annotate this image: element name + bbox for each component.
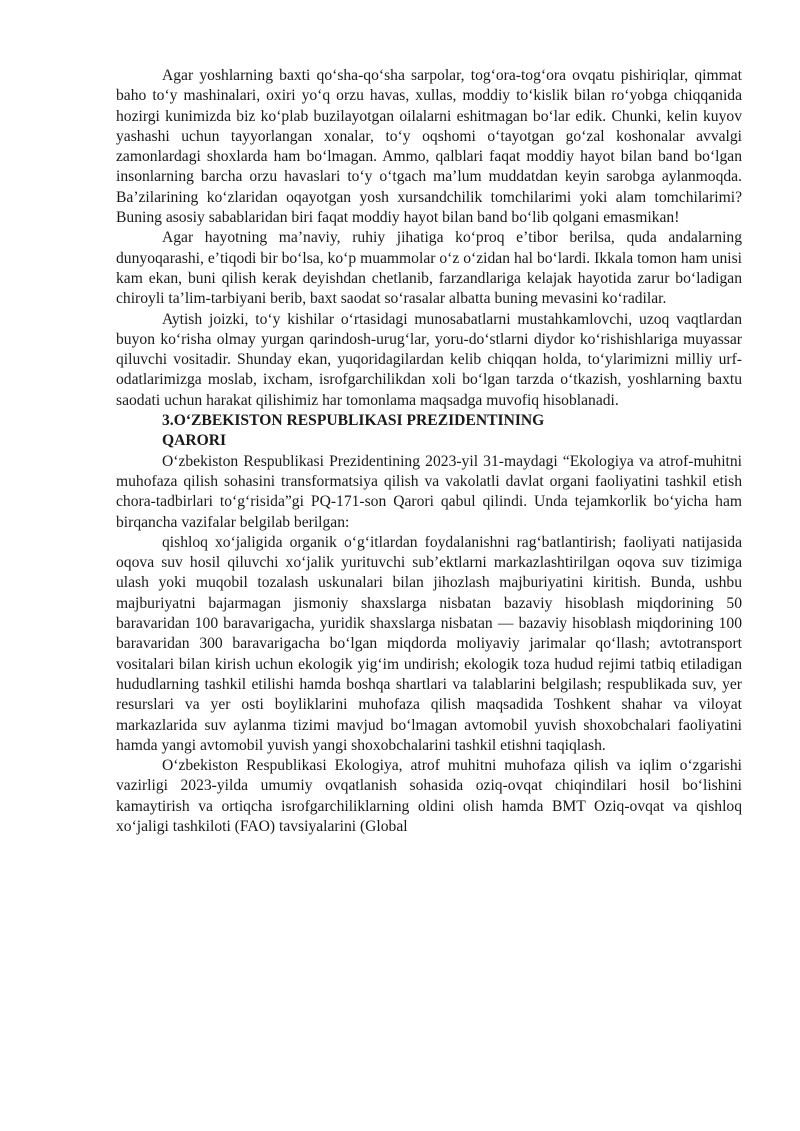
paragraph-presidential-decree: Oʻzbekiston Respublikasi Prezidentining 2023-yil 31-maydagi “Ekologiya va atrof-muhitni muhofaza qilish sohasini transformatsiya qilish va vakolatli davlat organi faoliyatini tashkil etish chora-tadbirlari toʻgʻrisida”gi PQ-171-son Qarori qabul qilindi. Unda tejamkorlik boʻyicha ham birqancha vazifalar belgilab berilgan: — [116, 452, 742, 531]
section-heading-line-2: QARORI — [162, 432, 227, 450]
section-heading-line-1: 3.OʻZBEKISTON RESPUBLIKASI PREZIDENTINING — [162, 412, 545, 430]
paragraph-spiritual-life: Agar hayotning maʼnaviy, ruhiy jihatiga koʻproq eʼtibor berilsa, quda andalarning dunyoqarashi, eʼtiqodi bir boʻlsa, koʻp muammolar oʻz oʻzidan hal boʻlardi. Ikkala tomon ham unisi kam ekan, buni qilish kerak deyishdan chetlanib, farzandlariga kelajak hayotida zarur boʻladigan chiroyli taʼlim-tarbiyani berib, baxt saodat soʻrasalar albatta buning mevasini koʻradilar. — [116, 229, 742, 308]
paragraph-wedding-traditions: Aytish joizki, toʻy kishilar oʻrtasidagi munosabatlarni mustahkamlovchi, uzoq vaqtlardan buyon koʻrisha olmay yurgan qarindosh-urugʻlar, yoru-doʻstlarni diydor koʻrishishlariga muyassar qiluvchi vositadir. Shunday ekan, yuqoridagilardan kelib chiqqan holda, toʻylarimizni milliy urf-odatlarimizga moslab, ixcham, isrofgarchilikdan xoli boʻlgan tarzda oʻtkazish, yoshlarning baxtu saodati uchun harakat qilishimiz har tomonlama maqsadga muvofiq hisoblanadi. — [116, 310, 742, 409]
paragraph-decree-measures: qishloq xoʻjaligida organik oʻgʻitlardan foydalanishni ragʻbatlantirish; faoliyati natijasida oqova suv hosil qiluvchi xoʻjalik yurituvchi subʼektlarni markazlashtirilgan oqova suv tizimiga ulash yoki muqobil tozalash uskunalari bilan jihozlash majburiyatini kiritish. Bunda, ushbu majburiyatni bajarmagan jismoniy shaxslarga nisbatan bazaviy hisoblash miqdorining 50 baravaridan 100 baravarigacha, yuridik shaxslarga nisbatan — bazaviy hisoblash miqdorining 100 baravaridan 300 baravarigacha boʻlgan miqdorda moliyaviy jarimalar qoʻllash; avtotransport vositalari bilan kirish uchun ekologik yigʻim undirish; ekologik toza hudud rejimi tatbiq etiladigan hududlarning tashkil etilishi hamda boshqa shartlari va talablarini belgilash; respublikada suv, yer resurslari va yer osti boyliklarini muhofaza qilish maqsadida Toshkent shahar va viloyat markazlarida suv aylanma tizimi mavjud boʻlmagan avtomobil yuvish shoxobchalari faoliyatini hamda yangi avtomobil yuvish yangi shoxobchalarini tashkil etishni taqiqlash. — [116, 533, 742, 754]
paragraph-ecology-ministry: Oʻzbekiston Respublikasi Ekologiya, atrof muhitni muhofaza qilish va iqlim oʻzgarishi vazirligi 2023-yilda umumiy ovqatlanish sohasida oziq-ovqat chiqindilari hosil boʻlishini kamaytirish va ortiqcha isrofgarchiliklarning oldini olish hamda BMT Oziq-ovqat va qishloq xoʻjaligi tashkiloti (FAO) tavsiyalarini (Global — [116, 757, 742, 835]
paragraph-wedding-wealth: Agar yoshlarning baxti qoʻsha-qoʻsha sarpolar, togʻora-togʻora ovqatu pishiriqlar, qimmat baho toʻy mashinalari, oxiri yoʻq orzu havas, xullas, moddiy toʻkislik bilan roʻyobga chiqqanida hozirgi kunimizda biz koʻplab buzilayotgan oilalarni eshitmagan boʻlar edik. Chunki, kelin kuyov yashashi uchun tayyorlangan xonalar, toʻy oqshomi oʻtayotgan goʻzal koshonalar avvalgi zamonlardagi shoxlarda ham boʻlmagan. Ammo, qalblari faqat moddiy hayot bilan band boʻlgan insonlarning barcha orzu havaslari toʻy oʻtgach maʼlum muddatdan keyin sarobga aylanmoqda. Baʼzilarining koʻzlaridan oqayotgan yosh xursandchilik tomchilarimi yoki alam tomchilarimi? Buning asosiy sabablaridan biri faqat moddiy hayot bilan band boʻlib qolgani emasmikan! — [116, 67, 742, 227]
section-heading — [116, 411, 742, 452]
document-body — [116, 66, 742, 837]
